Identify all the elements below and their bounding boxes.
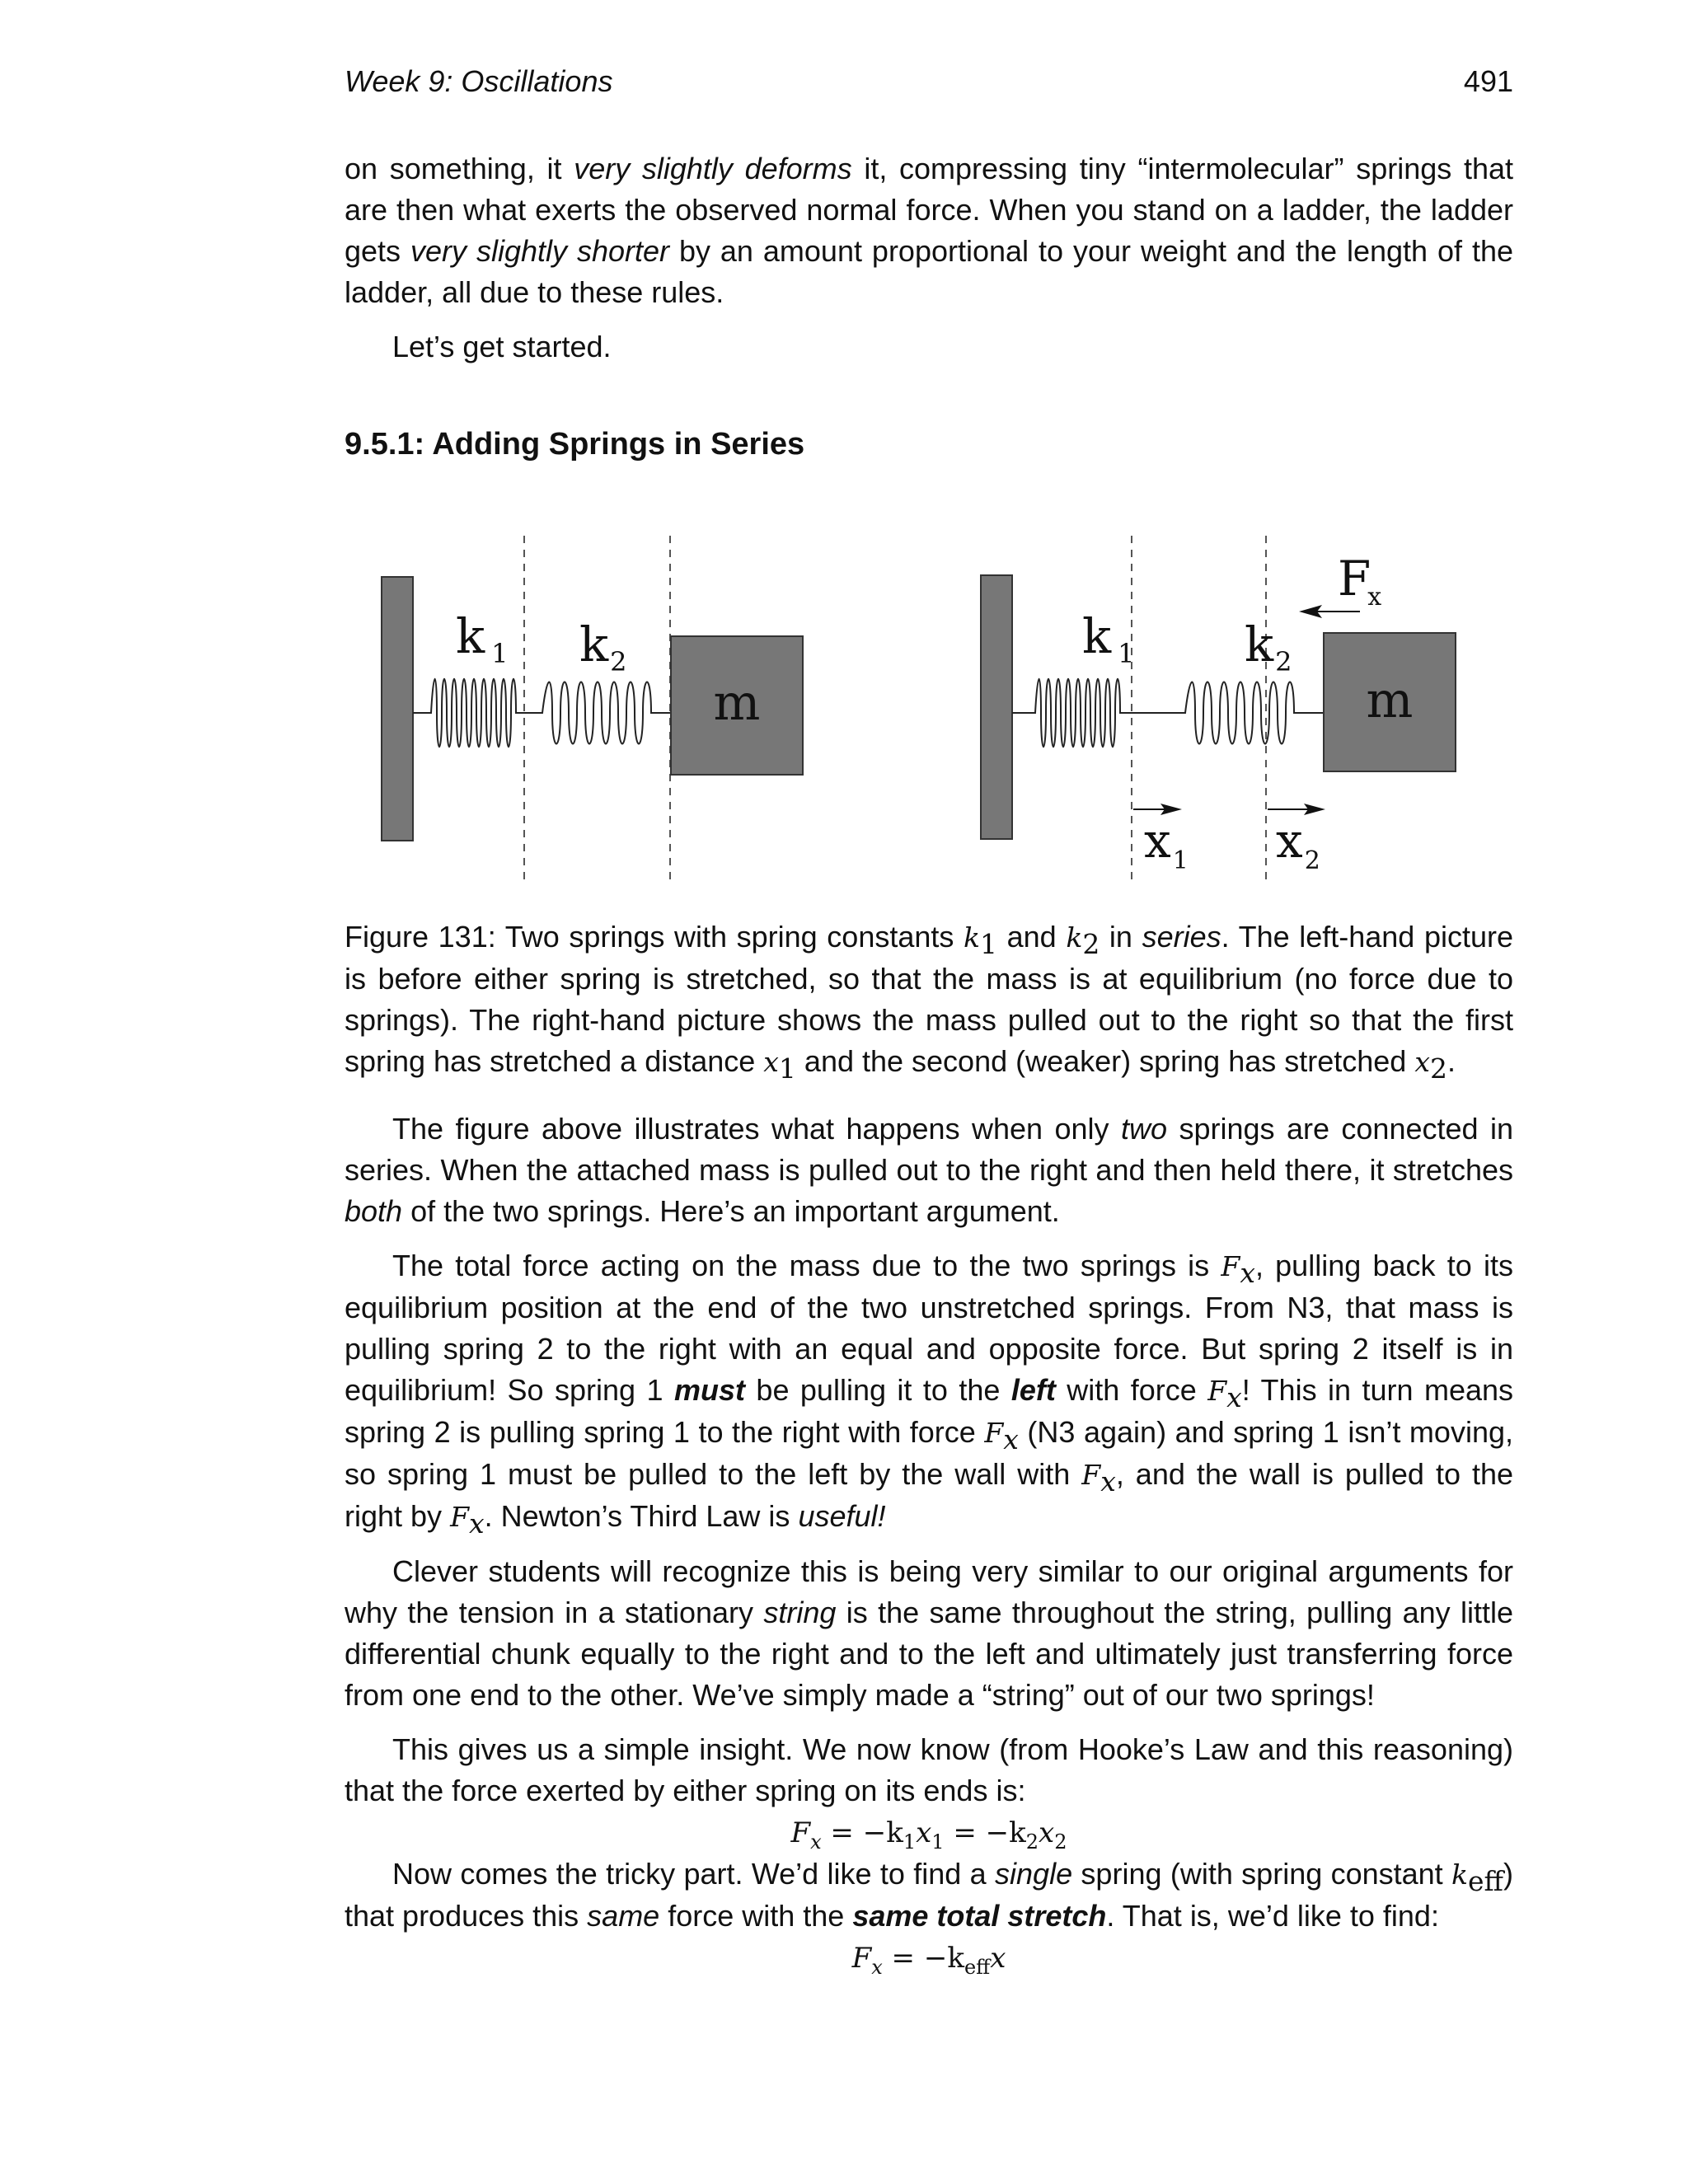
left-spring-k2 <box>528 682 671 744</box>
paragraph-1: The figure above illustrates what happens when only two springs are connected in series. When the attached mass is pulled out to the right and then held there, it stretches both of the two springs. Here’s an important argument. <box>345 1112 1513 1228</box>
section-heading: 9.5.1: Adding Springs in Series <box>345 427 805 462</box>
left-diagram <box>382 536 803 882</box>
intro-paragraph-2: Let’s get started. <box>392 330 612 363</box>
x2-label: $x_2$ <box>1276 813 1320 875</box>
running-header-title: Week 9: Oscillations <box>345 64 613 98</box>
springs-in-series-figure <box>345 519 1513 898</box>
left-spring-k1 <box>413 679 528 748</box>
paragraph-4: This gives us a simple insight. We now know (from Hooke’s Law and this reasoning) that the force exerted by either spring on its ends is: <box>345 1732 1513 1807</box>
x1-label: $x_1$ <box>1144 813 1189 875</box>
right-spring-k2 <box>1160 682 1324 744</box>
paragraph-2: The total force acting on the mass due to the two springs is $F_x$, pulling back to its equilibrium position at the end of the two unstretched springs. From N3, that mass is pulling spring 2 to the right with an equal and opposite force. But spring 2 itself is in equilibrium! So spring 1 must be pulling it to the left with force $F_x$! This in turn means spring 2 is pulling spring 1 to the right with force $F_x$ (N3 again) and spring 1 isn’t moving, so spring 1 must be pulled to the left by the wall with $F_x$, and the wall is pulled to the right by $F_x$. Newton’s Third Law is useful! <box>345 1249 1514 1540</box>
intro-text <box>345 148 1513 368</box>
right-k1-label: k $_1$ <box>1082 608 1135 669</box>
left-k1-label: k $_1$ <box>456 608 509 669</box>
figure-caption: Figure 131: Two springs with spring constants $k_1$ and $k_2$ in series. The left-hand picture is before either spring is stretched, so that the mass is at equilibrium (no force due to springs). The right-hand picture shows the mass pulled out to the right so that the first spring has stretched a distance $x_1$ and the second (weaker) spring has stretched $x_2$. <box>345 920 1513 1085</box>
equation-1: $F_x = -k_1x_1 = -k_2x_2$ <box>790 1816 1067 1854</box>
left-wall <box>382 577 413 841</box>
right-k2-label: $k_2$ <box>1245 616 1292 677</box>
left-k2-label: $k_2$ <box>579 616 627 677</box>
right-wall <box>981 575 1012 839</box>
right-spring-k1 <box>1012 679 1160 748</box>
right-diagram <box>981 536 1456 882</box>
page-number: 491 <box>1463 64 1513 98</box>
equation-2: $F_x = -k_{eff}x$ <box>851 1942 1006 1979</box>
paragraph-5: Now comes the tricky part. We’d like to find a single spring (with spring constant $k_{eff}$) that produces this same force with the same total stretch. That is, we’d like to find: <box>345 1857 1513 1933</box>
main-text <box>345 1108 1513 1979</box>
paragraph-3: Clever students will recognize this is being very similar to our original arguments for why the tension in a stationary string is the same throughout the string, pulling any little differential chunk equally to the right and to the left and ultimately just transferring force from one end to the other. We’ve simply made a “string” out of our two springs! <box>345 1554 1513 1712</box>
right-mass-label: m <box>1366 672 1414 729</box>
intro-paragraph: on something, it very slightly deforms it, compressing tiny “intermolecular” springs that are then what exerts the observed normal force. When you stand on a ladder, the ladder gets very slightly shorter by an amount proportional to your weight and the length of the ladder, all due to these rules. <box>345 152 1514 309</box>
left-mass-label: m <box>713 674 761 732</box>
force-label: Fx <box>1338 551 1382 612</box>
